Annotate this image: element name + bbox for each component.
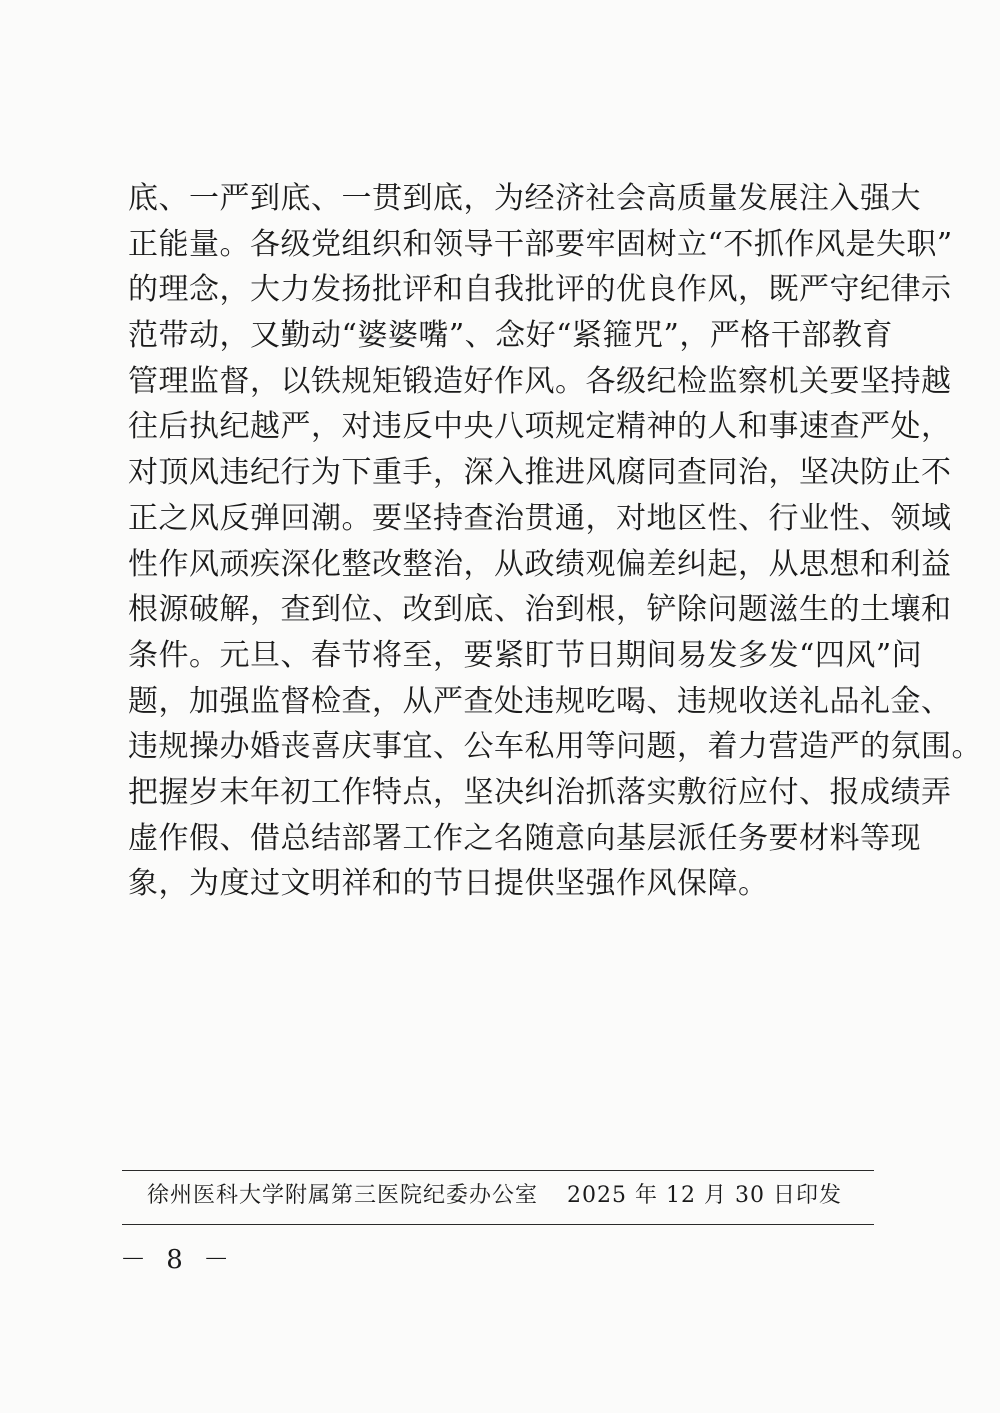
body-line: 题，加强监督检查，从严查处违规吃喝、违规收送礼品礼金、 xyxy=(128,683,952,719)
body-line: 范带动，又勤动“婆婆嘴”、念好“紧箍咒”，严格干部教育 xyxy=(128,318,893,354)
body-line: 对顶风违纪行为下重手，深入推进风腐同查同治，坚决防止不 xyxy=(128,455,952,491)
body-line: 象，为度过文明祥和的节日提供坚强作风保障。 xyxy=(128,866,769,902)
issue-date: 2025 年 12 月 30 日印发 xyxy=(567,1183,842,1208)
body-line: 往后执纪越严，对违反中央八项规定精神的人和事速查严处， xyxy=(128,409,952,445)
body-line: 违规操办婚丧喜庆事宜、公车私用等问题，着力营造严的氛围。 xyxy=(128,729,982,765)
issuer-name: 徐州医科大学附属第三医院纪委办公室 xyxy=(147,1183,539,1208)
body-line: 把握岁末年初工作特点，坚决纠治抓落实敷衍应付、报成绩弄 xyxy=(128,774,952,810)
body-line: 性作风顽疾深化整改整治，从政绩观偏差纠起，从思想和利益 xyxy=(128,546,952,582)
body-line: 的理念，大力发扬批评和自我批评的优良作风，既严守纪律示 xyxy=(128,272,952,308)
footer-bottom-rule xyxy=(122,1224,874,1225)
body-line: 管理监督，以铁规矩锻造好作风。各级纪检监察机关要坚持越 xyxy=(128,363,952,399)
footer-top-rule xyxy=(122,1170,874,1171)
body-line: 根源破解，查到位、改到底、治到根，铲除问题滋生的土壤和 xyxy=(128,592,952,628)
body-line: 正能量。各级党组织和领导干部要牢固树立“不抓作风是失职” xyxy=(128,226,953,262)
body-line: 虚作假、借总结部署工作之名随意向基层派任务要材料等现 xyxy=(128,820,921,856)
body-line: 底、一严到底、一贯到底，为经济社会高质量发展注入强大 xyxy=(128,181,921,216)
body-line: 条件。元旦、春节将至，要紧盯节日期间易发多发“四风”问 xyxy=(128,637,923,673)
page-number: － 8 － xyxy=(120,1245,236,1275)
body-text xyxy=(128,176,982,907)
body-line: 正之风反弹回潮。要坚持查治贯通，对地区性、行业性、领域 xyxy=(128,500,952,536)
